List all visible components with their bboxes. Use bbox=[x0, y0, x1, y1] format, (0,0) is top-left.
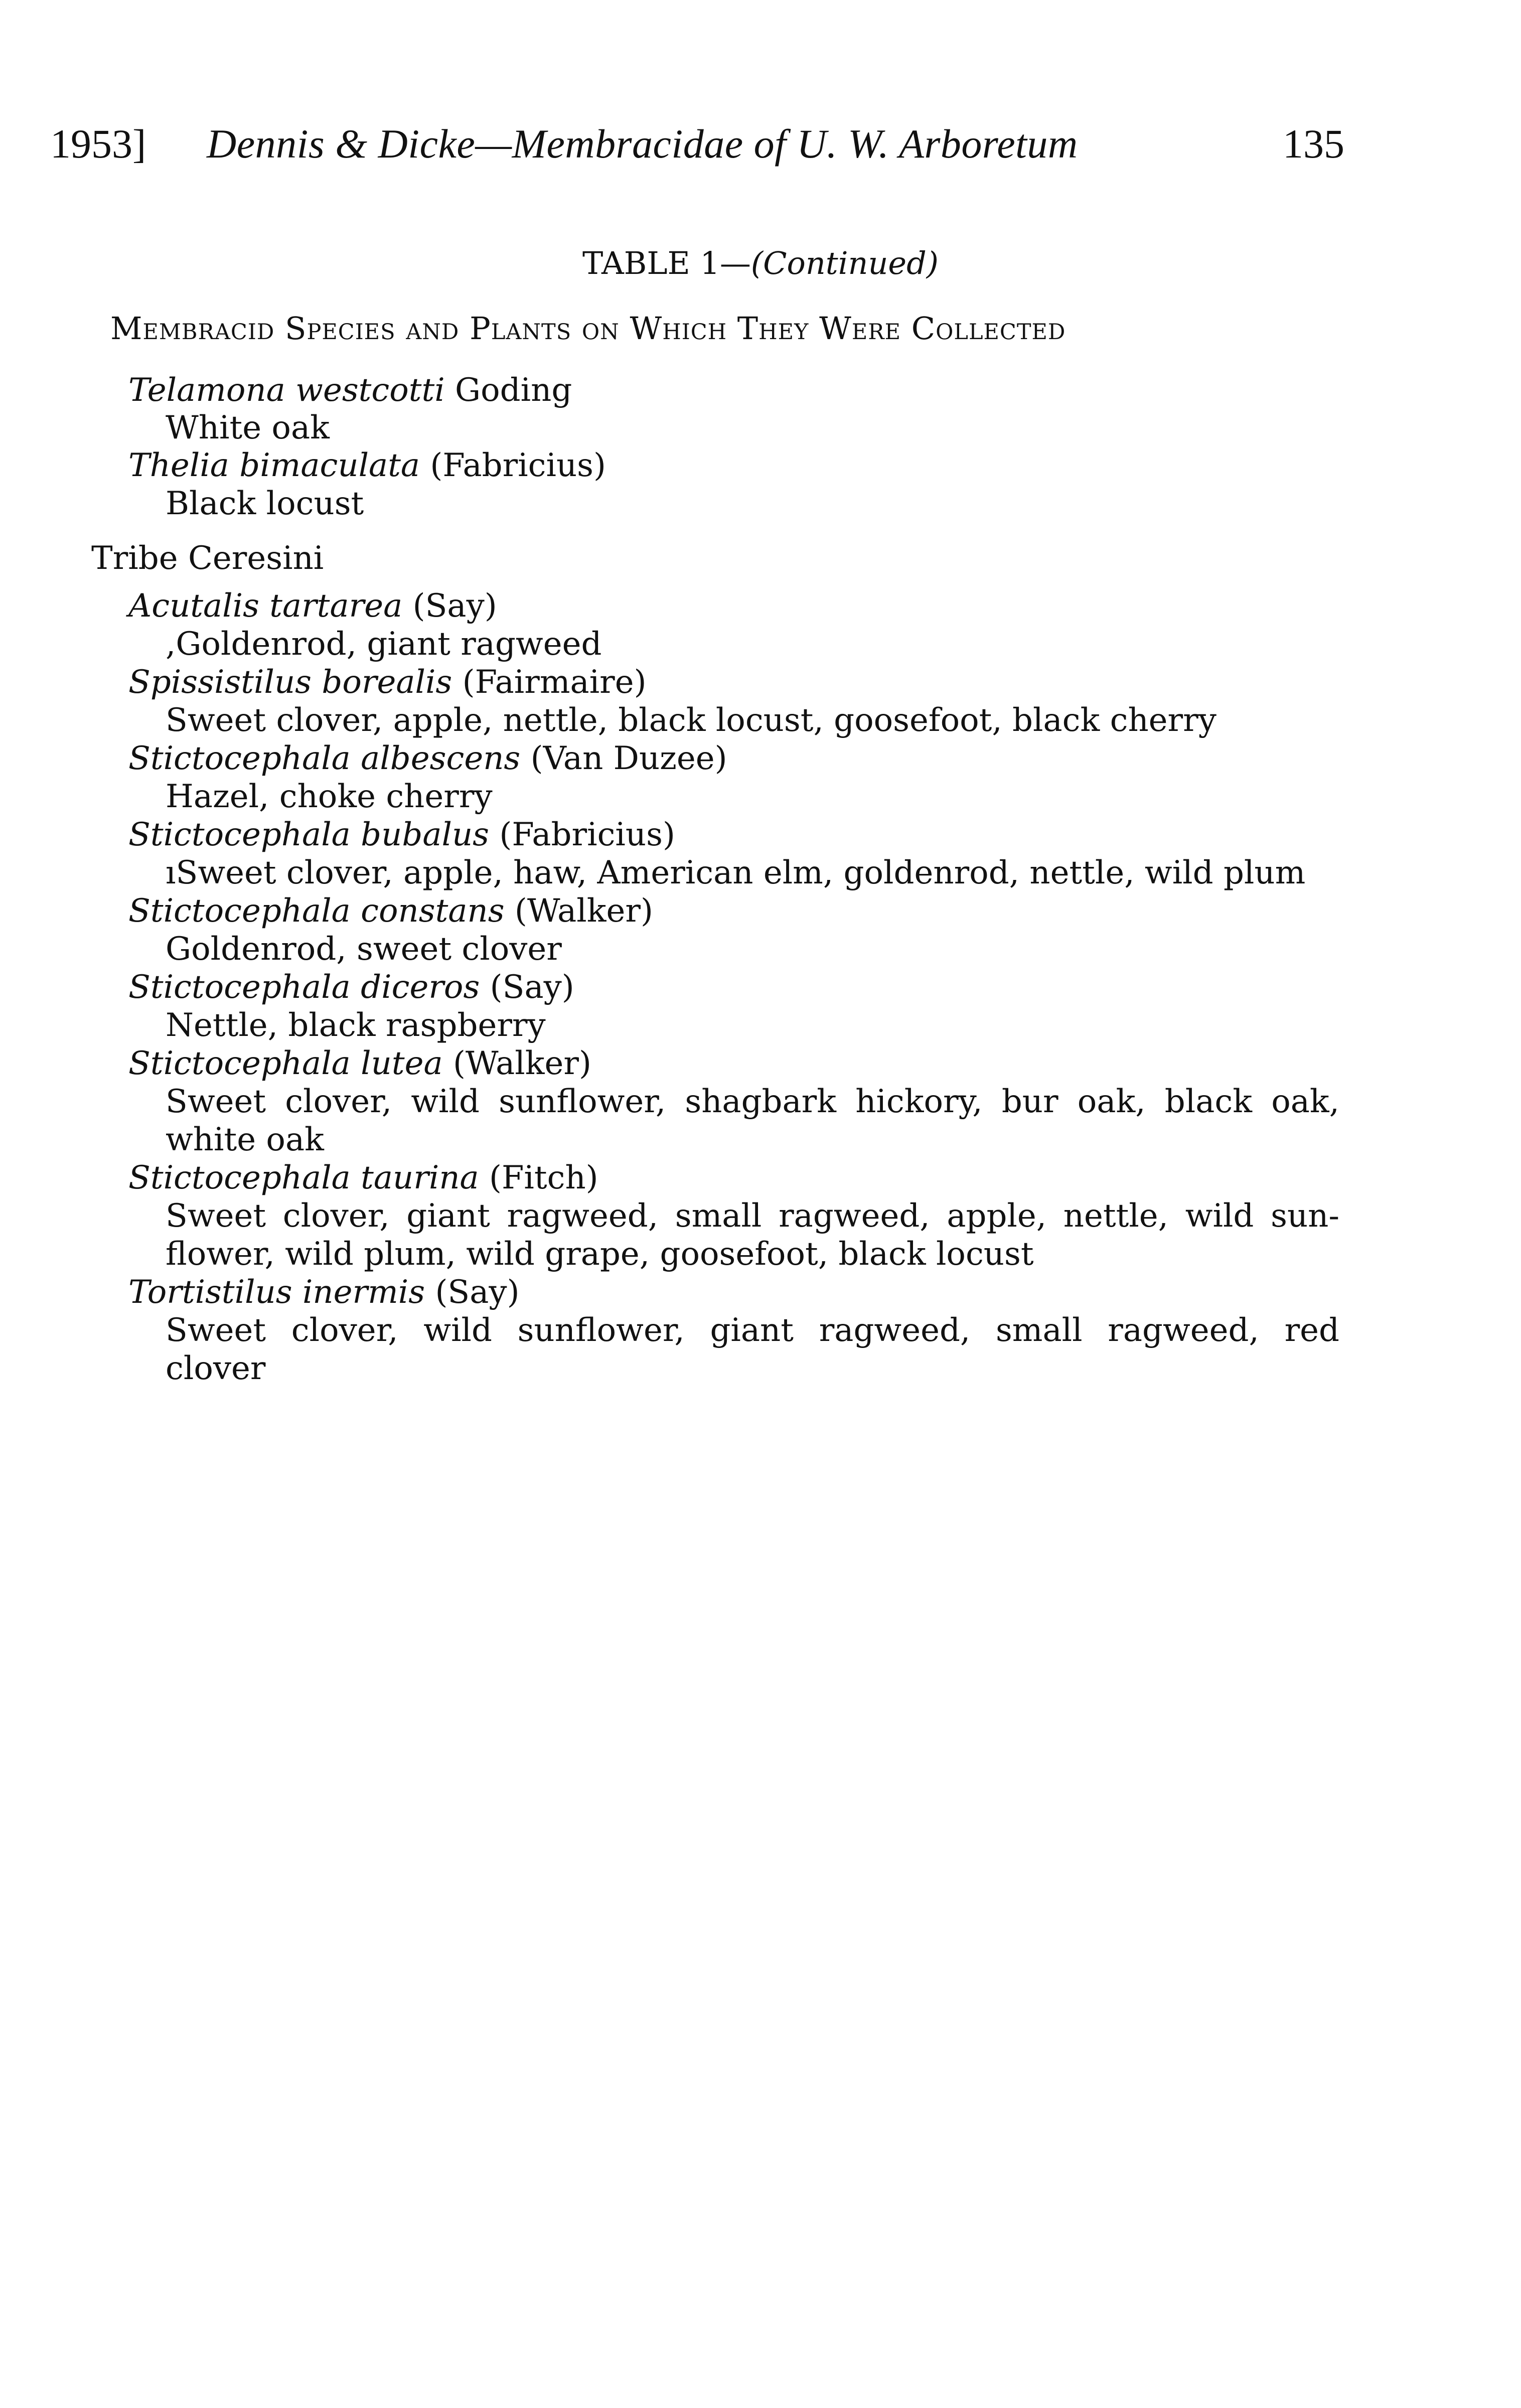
species-author: (Fairmaire) bbox=[452, 664, 647, 701]
tribe-heading: Tribe Ceresini bbox=[91, 540, 324, 577]
species-name: Stictocephala albescens bbox=[128, 740, 521, 777]
species-entry bbox=[128, 1044, 591, 1083]
species-name: Stictocephala constans bbox=[128, 892, 505, 930]
table-title bbox=[0, 241, 1521, 286]
host-plants: Hazel, choke cherry bbox=[166, 778, 493, 815]
volume-year: 1953] bbox=[50, 121, 146, 167]
species-entry bbox=[128, 446, 606, 485]
species-author: (Van Duzee) bbox=[520, 740, 727, 777]
species-author: Goding bbox=[444, 372, 572, 409]
species-name: Stictocephala bubalus bbox=[128, 816, 489, 853]
host-plants: ıSweet clover, apple, haw, American elm, goldenrod, nettle, wild plum bbox=[166, 854, 1306, 891]
species-author: (Walker) bbox=[504, 892, 653, 930]
host-plants-continued: flower, wild plum, wild grape, goosefoot, black locust bbox=[166, 1236, 1034, 1273]
running-header bbox=[50, 116, 1344, 172]
host-plants: Goldenrod, sweet clover bbox=[166, 931, 562, 968]
species-name: Acutalis tartarea bbox=[128, 587, 403, 625]
host-plants: Nettle, black raspberry bbox=[166, 1007, 546, 1044]
species-entry bbox=[128, 892, 653, 930]
species-entry bbox=[128, 968, 574, 1006]
species-author: (Say) bbox=[425, 1274, 520, 1311]
species-name: Stictocephala diceros bbox=[128, 969, 480, 1006]
host-plants-continued: white oak bbox=[166, 1121, 324, 1158]
species-author: (Say) bbox=[480, 969, 574, 1006]
table-title-continued: (Continued) bbox=[750, 245, 939, 281]
species-name: Telamona westcotti bbox=[128, 372, 445, 409]
host-plants: ,Goldenrod, giant ragweed bbox=[166, 626, 602, 663]
host-plants: White oak bbox=[166, 409, 330, 446]
species-entry bbox=[128, 1159, 598, 1197]
host-plants-continued: clover bbox=[166, 1350, 266, 1387]
species-author: (Fitch) bbox=[479, 1159, 598, 1196]
species-author: (Say) bbox=[402, 587, 497, 625]
host-plants: Sweet clover, giant ragweed, small ragweed, apple, nettle, wild sun- bbox=[166, 1197, 1339, 1235]
species-entry bbox=[128, 587, 497, 625]
species-name: Thelia bimaculata bbox=[128, 447, 420, 484]
species-name: Spissistilus borealis bbox=[128, 664, 452, 701]
host-plants: Sweet clover, wild sunflower, shagbark hickory, bur oak, black oak, bbox=[166, 1083, 1339, 1120]
species-entry bbox=[128, 739, 727, 778]
species-entry bbox=[128, 1273, 520, 1311]
page-number: 135 bbox=[1283, 121, 1344, 167]
species-name: Stictocephala taurina bbox=[128, 1159, 479, 1196]
table-caption: Membracid Species and Plants on Which They Were Collected bbox=[110, 310, 1066, 347]
table-title-label: TABLE 1— bbox=[582, 245, 751, 281]
host-plants: Sweet clover, wild sunflower, giant ragweed, small ragweed, red bbox=[166, 1312, 1339, 1349]
host-plants: Black locust bbox=[166, 485, 364, 522]
species-entry bbox=[128, 816, 675, 854]
species-name: Stictocephala lutea bbox=[128, 1045, 443, 1082]
species-entry bbox=[128, 371, 572, 409]
species-entry bbox=[128, 663, 647, 701]
species-author: (Walker) bbox=[442, 1045, 591, 1082]
host-plants: Sweet clover, apple, nettle, black locust, goosefoot, black cherry bbox=[166, 702, 1216, 739]
species-author: (Fabricius) bbox=[420, 447, 606, 484]
running-title: Dennis & Dicke—Membracidae of U. W. Arboretum bbox=[207, 121, 1078, 167]
species-name: Tortistilus inermis bbox=[128, 1274, 425, 1311]
species-author: (Fabricius) bbox=[489, 816, 675, 853]
